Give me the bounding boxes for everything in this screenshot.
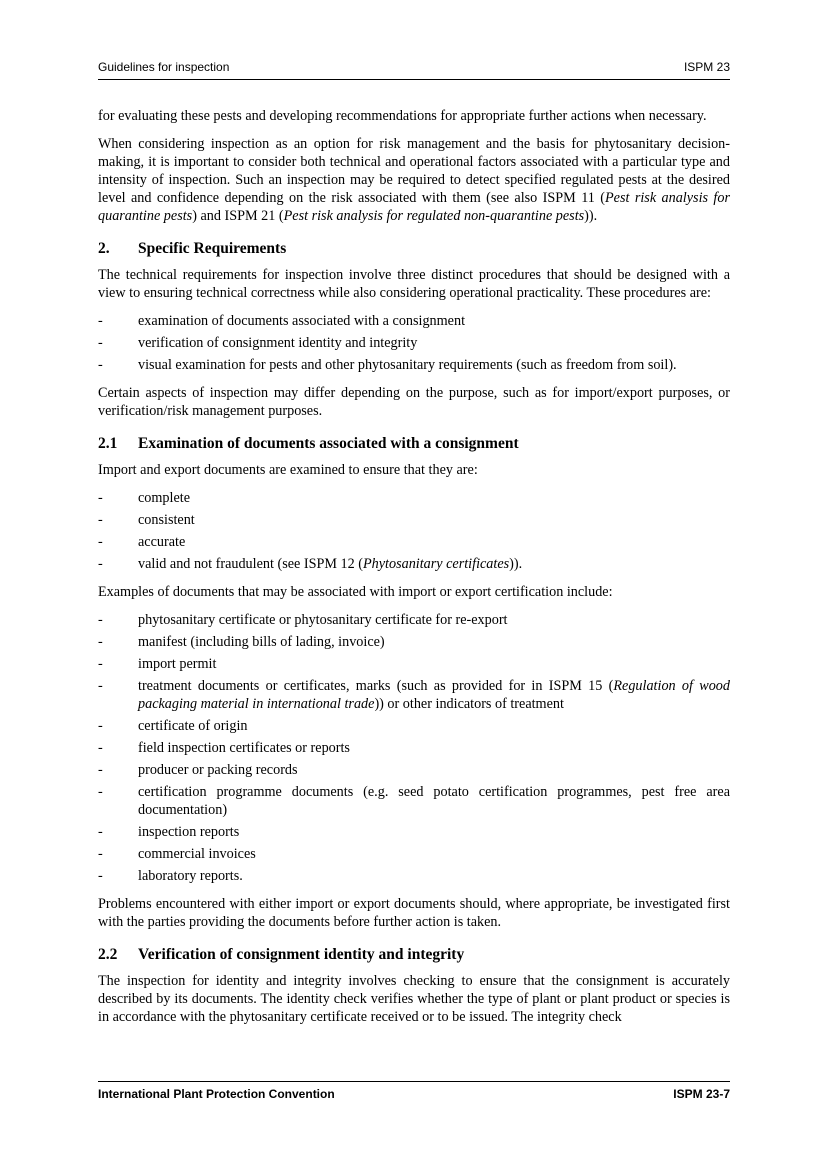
paragraph bbox=[98, 135, 730, 225]
list-item bbox=[98, 633, 730, 651]
list-text: laboratory reports. bbox=[138, 868, 243, 884]
list-text: examination of documents associated with a consignment bbox=[138, 313, 466, 329]
section-heading bbox=[98, 239, 730, 259]
list-item bbox=[98, 334, 730, 352]
list-item bbox=[98, 845, 730, 863]
paragraph: Examples of documents that may be associated with import or export certification include: bbox=[98, 584, 613, 600]
list-dash: - bbox=[98, 335, 103, 351]
section-heading bbox=[98, 945, 730, 965]
list-dash: - bbox=[98, 762, 103, 778]
list-text: phytosanitary certificate or phytosanitary certificate for re-export bbox=[138, 612, 508, 628]
list-item bbox=[98, 739, 730, 757]
italic-title: Regulation of wood packaging material in international trade bbox=[138, 678, 730, 712]
list-dash: - bbox=[98, 634, 103, 650]
list-item bbox=[98, 533, 730, 551]
list-text: certificate of origin bbox=[138, 718, 248, 734]
list-text: inspection reports bbox=[138, 824, 240, 840]
list-item bbox=[98, 555, 730, 573]
list-dash: - bbox=[98, 357, 103, 373]
running-header bbox=[98, 58, 730, 78]
list-item bbox=[98, 823, 730, 841]
header-title: Guidelines for inspection bbox=[98, 60, 230, 74]
section-title: Examination of documents associated with a consignment bbox=[138, 435, 519, 452]
list-item bbox=[98, 511, 730, 529]
list-dash: - bbox=[98, 846, 103, 862]
list-text: producer or packing records bbox=[138, 762, 298, 778]
text-run: )). bbox=[509, 556, 523, 572]
procedure-list bbox=[98, 312, 730, 374]
page-number: ISPM 23-7 bbox=[673, 1087, 730, 1101]
paragraph: Import and export documents are examined to ensure that they are: bbox=[98, 462, 478, 478]
text-run: When considering inspection as an option for risk management and the basis for phytosanitary decision-making, it is important to consider both technical and operational factors associated with a particular type and intensity of inspection. Such an inspection may be required to detect specified regulated pests at the desired level and confidence depending on the risk associated with them (see also ISPM 11 ( bbox=[98, 136, 730, 206]
text-run: )). bbox=[584, 208, 598, 224]
document-criteria-list bbox=[98, 489, 730, 573]
italic-title: Phytosanitary certificates bbox=[362, 556, 510, 572]
list-dash: - bbox=[98, 824, 103, 840]
text-run: valid and not fraudulent (see ISPM 12 ( bbox=[138, 556, 363, 572]
paragraph: The inspection for identity and integrity involves checking to ensure that the consignment is accurately described by its documents. The identity check verifies whether the type of plant or plant product or species is in accordance with the phytosanitary certificate received or to be issued. The integrity check bbox=[98, 973, 730, 1025]
list-item bbox=[98, 783, 730, 819]
list-dash: - bbox=[98, 534, 103, 550]
list-dash: - bbox=[98, 868, 103, 884]
list-dash: - bbox=[98, 740, 103, 756]
list-text: verification of consignment identity and integrity bbox=[138, 335, 418, 351]
list-text: visual examination for pests and other phytosanitary requirements (such as freedom from soil). bbox=[138, 357, 677, 373]
list-dash: - bbox=[98, 718, 103, 734]
list-dash: - bbox=[98, 490, 103, 506]
list-text: consistent bbox=[138, 512, 195, 528]
section-heading bbox=[98, 434, 730, 454]
list-item bbox=[98, 761, 730, 779]
list-dash: - bbox=[98, 313, 103, 329]
list-item bbox=[98, 867, 730, 885]
list-item bbox=[98, 312, 730, 330]
list-text: commercial invoices bbox=[138, 846, 256, 862]
italic-title: Pest risk analysis for quarantine pests bbox=[98, 190, 730, 224]
document-examples-list bbox=[98, 611, 730, 885]
section-number: 2.2 bbox=[98, 946, 118, 963]
text-run: )) or other indicators of treatment bbox=[374, 696, 564, 712]
list-dash: - bbox=[98, 784, 103, 800]
list-item bbox=[98, 356, 730, 374]
list-item bbox=[98, 677, 730, 713]
text-run: treatment documents or certificates, marks (such as provided for in ISPM 15 ( bbox=[138, 678, 614, 694]
list-dash: - bbox=[98, 678, 103, 694]
footer-organization: International Plant Protection Convention bbox=[98, 1087, 335, 1101]
section-title: Specific Requirements bbox=[138, 240, 287, 257]
list-item bbox=[98, 611, 730, 629]
list-item bbox=[98, 489, 730, 507]
list-text: accurate bbox=[138, 534, 186, 550]
italic-title: Pest risk analysis for regulated non-quarantine pests bbox=[283, 208, 585, 224]
footer-rule bbox=[98, 1081, 730, 1082]
list-text: field inspection certificates or reports bbox=[138, 740, 350, 756]
list-text: import permit bbox=[138, 656, 217, 672]
list-text: manifest (including bills of lading, invoice) bbox=[138, 634, 385, 650]
section-number: 2. bbox=[98, 240, 110, 257]
header-rule bbox=[98, 79, 730, 80]
text-run: ) and ISPM 21 ( bbox=[192, 208, 284, 224]
paragraph: The technical requirements for inspection involve three distinct procedures that should be designed with a view to ensuring technical correctness while also considering operational practicality. These procedures are: bbox=[98, 267, 730, 301]
list-dash: - bbox=[98, 612, 103, 628]
list-text: complete bbox=[138, 490, 190, 506]
list-item bbox=[98, 655, 730, 673]
list-dash: - bbox=[98, 556, 103, 572]
section-title: Verification of consignment identity and integrity bbox=[138, 946, 465, 963]
header-standard: ISPM 23 bbox=[683, 60, 730, 74]
list-text: certification programme documents (e.g. seed potato certification programmes, pest free area documentation) bbox=[138, 784, 730, 818]
list-item bbox=[98, 717, 730, 735]
paragraph: Certain aspects of inspection may differ depending on the purpose, such as for import/export purposes, or verification/risk management purposes. bbox=[98, 385, 730, 419]
document-body bbox=[98, 107, 730, 1036]
paragraph: Problems encountered with either import or export documents should, where appropriate, be investigated first with the parties providing the documents before further action is taken. bbox=[98, 896, 730, 930]
section-number: 2.1 bbox=[98, 435, 118, 452]
paragraph: for evaluating these pests and developing recommendations for appropriate further actions when necessary. bbox=[98, 108, 707, 124]
list-dash: - bbox=[98, 656, 103, 672]
list-dash: - bbox=[98, 512, 103, 528]
